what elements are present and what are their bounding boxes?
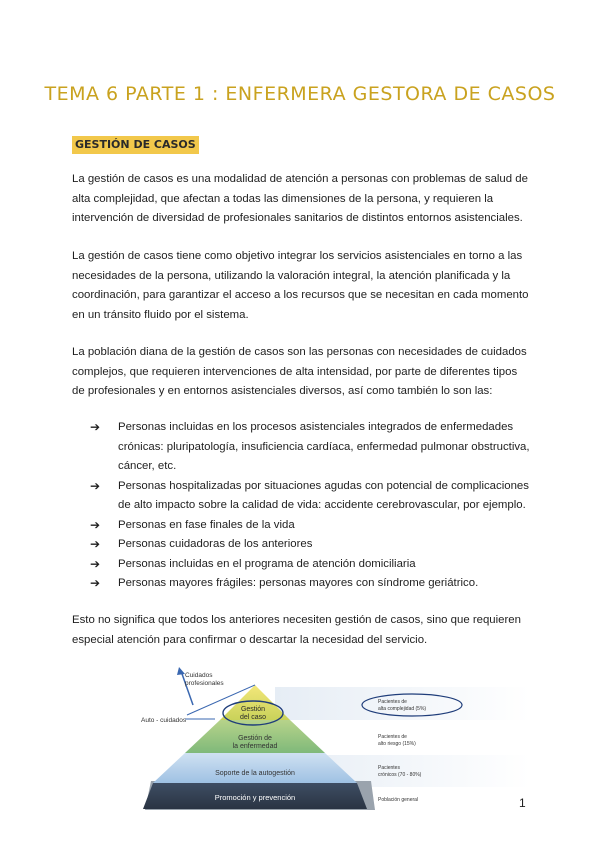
label-profesionales: profesionales (185, 680, 224, 687)
label-pacientes-alta-2: alta complejidad (5%) (378, 706, 427, 712)
list-item-text: Personas incluidas en los procesos asistenciales integrados de enfermedades crónicas: pluripatología, insuficiencia cardíaca, enfermedad pulmonar obstructiva, cáncer, etc. (118, 421, 530, 472)
label-cuidados: Cuidados (185, 672, 213, 679)
list-item (90, 574, 530, 594)
section-heading: GESTIÓN DE CASOS (72, 136, 199, 154)
label-cronicos-1: Pacientes (378, 765, 400, 771)
list-item (90, 535, 530, 555)
arrow-right-icon: ➔ (90, 537, 101, 551)
arrow-right-icon: ➔ (90, 576, 101, 590)
page-number: 1 (519, 796, 526, 810)
kaiser-pyramid-diagram (135, 665, 530, 820)
label-cronicos-2: crónicos (70 - 80%) (378, 772, 422, 778)
list-item (90, 555, 530, 575)
paragraph-1: La gestión de casos es una modalidad de atención a personas con problemas de salud de alta complejidad, que afectan a todas las dimensiones de la persona, y requieren la intervención de diversidad de profesionales sanitarios de distintos entornos asistenciales. (72, 173, 528, 224)
list-item (90, 477, 530, 516)
arrow-right-icon: ➔ (90, 517, 101, 532)
arrow-right-icon: ➔ (90, 478, 101, 493)
list-item (90, 516, 530, 536)
paragraph-3: La población diana de la gestión de casos son las personas con necesidades de cuidados complejos, que requieren intervenciones de alta intensidad, por parte de diferentes tipos de profesionales y en entornos asistenciales diversos, así como también lo son las: (72, 346, 527, 397)
label-promocion: Promoción y prevención (214, 793, 296, 802)
paragraph-4: Esto no significa que todos los anteriores necesiten gestión de casos, sino que requieren especial atención para confirmar o descartar la necesidad del servicio. (72, 614, 521, 646)
label-alto-riesgo-1: Pacientes de (378, 734, 407, 740)
label-soporte-autogestion: Soporte de la autogestión (215, 770, 295, 777)
label-poblacion-general: Población general (378, 797, 419, 803)
label-gestion-caso-1: Gestión (240, 706, 266, 713)
list-item-text: Personas hospitalizadas por situaciones agudas con potencial de complicaciones de alto impacto sobre la calidad de vida: accidente cerebrovascular, por ejemplo. (118, 479, 529, 511)
label-alto-riesgo-2: alto riesgo (15%) (378, 741, 416, 747)
paragraph-2: La gestión de casos tiene como objetivo integrar los servicios asistenciales en torno a las necesidades de la persona, utilizando la valoración integral, la atención planificada y la coordinación, para garantizar el acceso a los recursos que se necesitan en cada momento en un tránsito fluido por el sistema. (72, 250, 529, 321)
label-gestion-enfermedad-2: la enfermedad (232, 743, 278, 750)
list-item-text: Personas cuidadoras de los anteriores (118, 538, 313, 550)
list-item-text: Personas en fase finales de la vida (118, 518, 295, 531)
arrow-right-icon: ➔ (90, 420, 101, 434)
pyramid-level-soporte-autogestion (153, 753, 357, 783)
label-pacientes-alta-1: Pacientes de (378, 699, 407, 705)
arrow-right-icon: ➔ (90, 556, 101, 571)
label-gestion-enfermedad-1: Gestión de (238, 735, 272, 742)
list-item-text: Personas mayores frágiles: personas mayores con síndrome geriátrico. (118, 577, 479, 589)
target-population-list (90, 418, 530, 594)
list-item (90, 418, 530, 477)
arrowhead-up-icon (177, 667, 185, 675)
label-gestion-caso-2: del caso (239, 714, 267, 721)
page-title: TEMA 6 PARTE 1 : ENFERMERA GESTORA DE CASOS (44, 82, 556, 105)
list-item-text: Personas incluidas en el programa de atención domiciliaria (118, 557, 416, 570)
label-auto-cuidados: Auto - cuidados (141, 717, 187, 724)
